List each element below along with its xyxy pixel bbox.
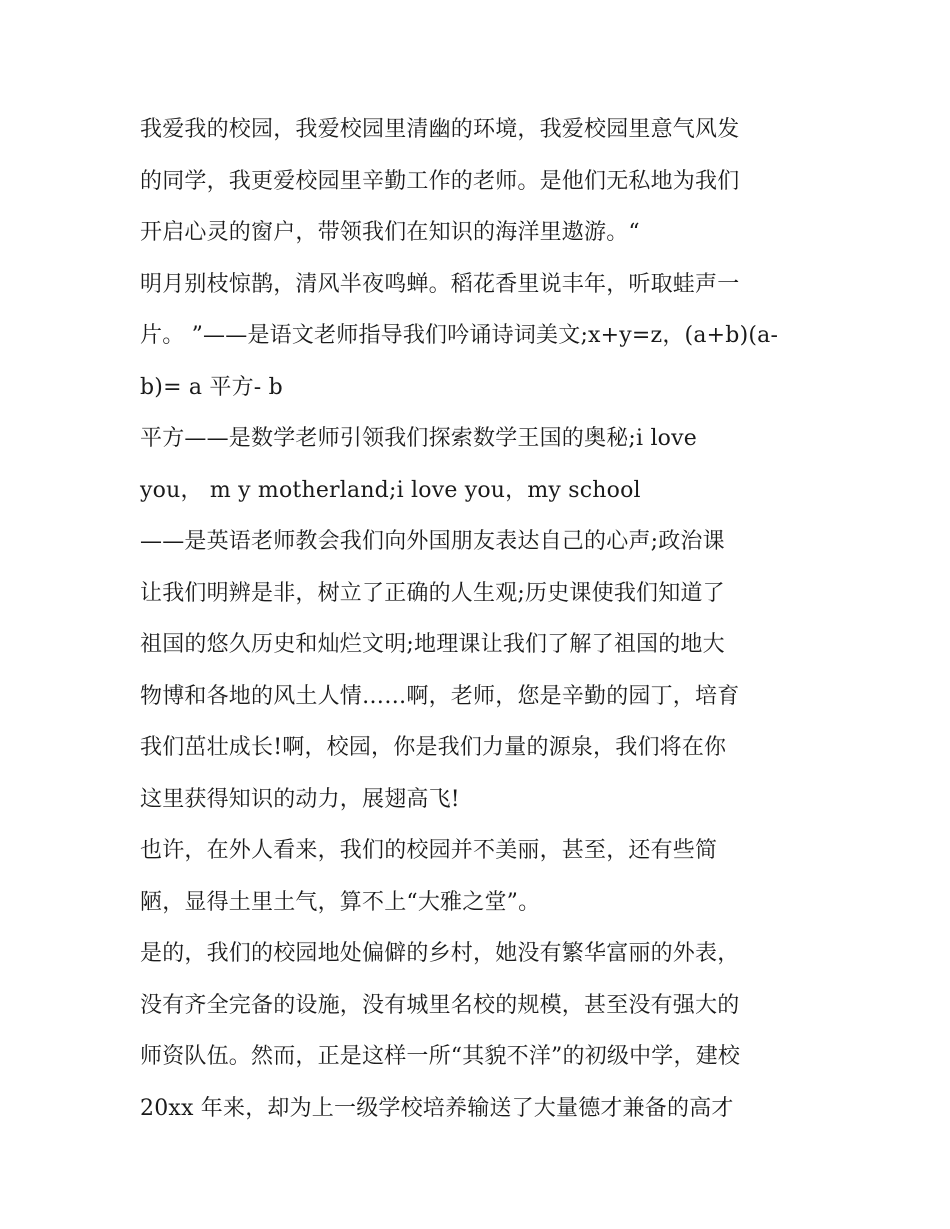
text-line-2: 的同学，我更爱校园里辛勤工作的老师。是他们无私地为我们 [140,168,740,194]
text-line-1: 我爱我的校园，我爱校园里清幽的环境，我爱校园里意气风发 [140,117,740,142]
text-line-3: 开启心灵的窗户，带领我们在知识的海洋里遨游。“ [140,220,640,245]
text-line-14: 这里获得知识的动力，展翅高飞! [140,786,460,812]
text-line-20: 20xx 年来，却为上一级学校培养输送了大量德才兼备的高才 [140,1095,734,1121]
text-line-10: 让我们明辨是非，树立了正确的人生观;历史课使我们知道了 [140,580,725,606]
text-line-9: ——是英语老师教会我们向外国朋友表达自己的心声;政治课 [140,529,725,554]
text-line-15: 也许，在外人看来，我们的校园并不美丽，甚至，还有些简 [140,838,718,863]
text-line-12: 物博和各地的风土人情……啊，老师，您是辛勤的园丁，培育 [140,683,740,709]
text-line-13: 我们茁壮成长!啊，校园，你是我们力量的源泉，我们将在你 [140,735,727,760]
text-line-5: 片。 ”——是语文老师指导我们吟诵诗词美文;x+y=z，(a+b)(a- [140,323,779,348]
text-line-7: 平方——是数学老师引领我们探索数学王国的奥秘;i love [140,426,697,451]
body-text [140,104,830,1134]
text-line-17: 是的，我们的校园地处偏僻的乡村，她没有繁华富丽的外表， [140,941,740,966]
text-line-19: 师资队伍。然而，正是这样一所“其貌不洋”的初级中学，建校 [140,1044,741,1069]
text-line-11: 祖国的悠久历史和灿烂文明;地理课让我们了解了祖国的地大 [140,632,725,657]
text-line-18: 没有齐全完备的设施，没有城里名校的规模，甚至没有强大的 [140,992,740,1018]
text-line-6: b)= a 平方- b [140,374,283,400]
text-line-4: 明月别枝惊鹊，清风半夜鸣蝉。稻花香里说丰年，听取蛙声一 [140,271,740,297]
text-line-8: you， m y motherland;i love you，my school [140,477,641,503]
text-line-16: 陋，显得土里土气，算不上“大雅之堂”。 [140,889,541,915]
